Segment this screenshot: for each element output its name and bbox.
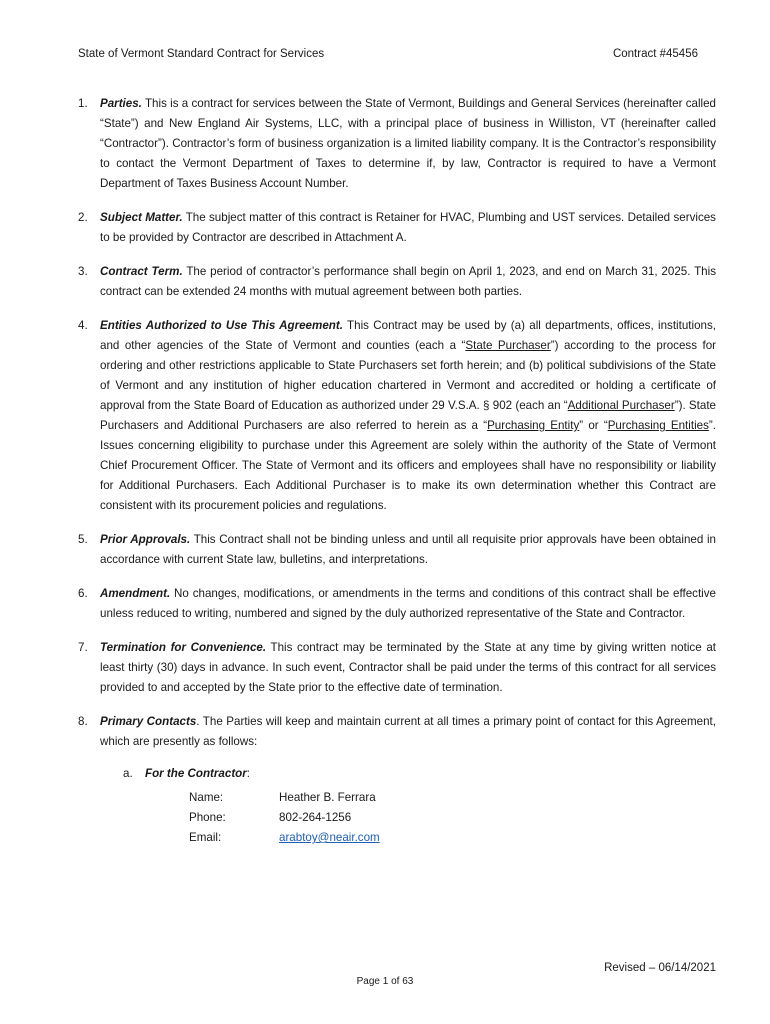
clause-text: The subject matter of this contract is Retainer for HVAC, Plumbing and UST services. Detailed services to be provided by Contractor are described in Attachment A. [100, 211, 716, 244]
subclause-number: a. [123, 767, 133, 780]
contact-name-row [189, 788, 716, 808]
defined-term-purchasing-entity: Purchasing Entity [487, 419, 580, 432]
defined-term-additional-purchaser: Additional Purchaser [567, 399, 675, 412]
clause-text: This is a contract for services between the State of Vermont, Buildings and General Services (hereinafter called “State”) and New England Air Systems, LLC, with a principal place of business in Williston, VT (hereinafter called “Contractor”). Contractor’s form of business organization is a limited liability company. It is the Contractor’s responsibility to contact the Vermont Department of Taxes to determine if, by law, Contractor is required to have a Vermont Department of Taxes Business Account Number. [100, 97, 716, 190]
clause-number: 5. [78, 533, 88, 546]
clause-number: 3. [78, 265, 88, 278]
defined-term-state-purchaser: State Purchaser [465, 339, 551, 352]
clause-text: This Contract may be used by (a) all departments, offices, institutions, and other agencies of the State of Vermont and counties (each a “ [100, 319, 716, 352]
clause-text: ”. Issues concerning eligibility to purchase under this Agreement are solely within the authority of the State of Vermont Chief Procurement Officer. The State of Vermont and its officers and employees shall have no responsibility or liability for Additional Purchasers. Each Additional Purchaser is to make its own determination whether this Contract are consistent with its procurement policies and regulations. [100, 419, 716, 512]
clause-number: 8. [78, 715, 88, 728]
clause-primary-contacts [78, 712, 716, 752]
clause-title: Parties. [100, 97, 142, 110]
clause-prior-approvals [78, 530, 716, 570]
clause-termination [78, 638, 716, 698]
clause-text: ”) according to the process for ordering and other restrictions applicable to State Purchasers set forth herein; and (b) political subdivisions of the State of Vermont and any institution of higher education chartered in Vermont and accredited or holding a certificate of approval from the State Board of Education as authorized under 29 V.S.A. § 902 (each an “ [100, 339, 716, 412]
subclause-title: For the Contractor [145, 767, 247, 780]
contact-email-link[interactable]: arabtoy@neair.com [279, 831, 380, 844]
clause-number: 6. [78, 587, 88, 600]
defined-term-purchasing-entities: Purchasing Entities [607, 419, 709, 432]
contact-email-label: Email: [189, 831, 222, 844]
contractor-contact-section [123, 764, 716, 784]
clause-title: Primary Contacts [100, 715, 197, 728]
revision-date: Revised – 06/14/2021 [604, 962, 716, 974]
clause-title: Contract Term. [100, 265, 183, 278]
clause-number: 7. [78, 641, 88, 654]
page-header [78, 48, 698, 60]
contact-phone-row [189, 808, 716, 828]
contact-name-value: Heather B. Ferrara [279, 791, 376, 804]
clause-text: This Contract shall not be binding unless and until all requisite prior approvals have been obtained in accordance with current State law, bulletins, and interpretations. [100, 533, 716, 566]
clause-text: ” or “ [579, 419, 608, 432]
clause-subject-matter [78, 208, 716, 248]
clause-title: Amendment. [100, 587, 171, 600]
contact-phone-label: Phone: [189, 811, 226, 824]
contact-details [189, 788, 716, 848]
clause-text: This contract may be terminated by the State at any time by giving written notice at least thirty (30) days in advance. In such event, Contractor shall be paid under the terms of this contract for all services provided to and accepted by the State prior to the effective date of termination. [100, 641, 716, 694]
clause-parties [78, 94, 716, 194]
subclause-colon: : [246, 767, 251, 780]
contract-body [78, 94, 716, 848]
clause-text: . The Parties will keep and maintain current at all times a primary point of contact for this Agreement, which are presently as follows: [100, 715, 716, 748]
contract-number: Contract #45456 [612, 48, 698, 60]
clause-text: No changes, modifications, or amendments in the terms and conditions of this contract shall be effective unless reduced to writing, numbered and signed by the duly authorized representative of the State and Contractor. [100, 587, 716, 620]
page-number: Page 1 of 63 [356, 976, 414, 987]
clause-contract-term [78, 262, 716, 302]
clause-text: The period of contractor’s performance shall begin on April 1, 2023, and end on March 31, 2025. This contract can be extended 24 months with mutual agreement between both parties. [100, 265, 716, 298]
contact-phone-value: 802-264-1256 [279, 811, 352, 824]
clause-title: Termination for Convenience. [100, 641, 267, 654]
clause-title: Prior Approvals. [100, 533, 191, 546]
header-title: State of Vermont Standard Contract for Services [78, 48, 325, 60]
contact-name-label: Name: [189, 791, 224, 804]
clause-number: 2. [78, 211, 88, 224]
clause-number: 4. [78, 319, 88, 332]
clause-text: ”). State Purchasers and Additional Purchasers are also referred to herein as a “ [100, 399, 717, 432]
clause-title: Entities Authorized to Use This Agreement. [100, 319, 343, 332]
clause-title: Subject Matter. [100, 211, 183, 224]
clause-number: 1. [78, 97, 88, 110]
clause-amendment [78, 584, 716, 624]
clause-entities-authorized [78, 316, 716, 516]
contact-email-row [189, 828, 716, 848]
